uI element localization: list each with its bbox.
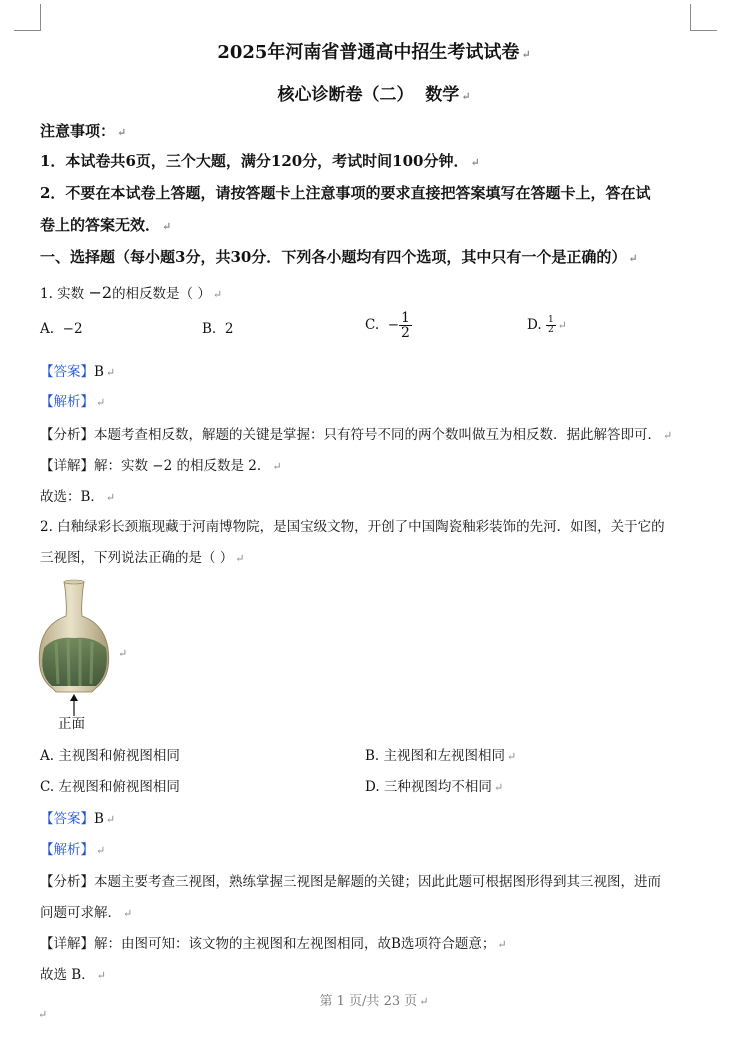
- fraction-one-half: $\frac{1}{2}$: [401, 310, 410, 341]
- vase-figure: [34, 578, 124, 728]
- q1-analysis-tag: 【解析】 ↵: [40, 394, 106, 410]
- end-para-mark: ↵: [38, 1008, 48, 1021]
- q1-option-b: B. 2: [202, 321, 234, 337]
- notice-item-1: 1．本试卷共6页，三个大题，满分120分，考试时间100分钟． ↵: [40, 152, 480, 170]
- q2-option-d: D. 三种视图均不相同 ↵: [365, 779, 504, 795]
- q1-choose: 故选：B． ↵: [40, 489, 116, 505]
- q1-answer: 【答案】B ↵: [40, 364, 116, 380]
- crop-mark-top-left: [14, 4, 41, 31]
- q1-option-c: C. − $\frac{1}{2}$: [365, 310, 410, 341]
- exam-title: 2025年河南省普通高中招生考试试卷 ↵: [217, 42, 531, 63]
- q2-fenxi-line-1: 【分析】本题主要考查三视图，熟练掌握三视图是解题的关键；因此此题可根据图形得到其三视图，进而: [40, 874, 661, 890]
- notice-item-2-line-1: 2．不要在本试卷上答题，请按答题卡上注意事项的要求直接把答案填写在答题卡上，答在试: [40, 184, 651, 202]
- crop-mark-top-right: [690, 4, 717, 31]
- vase-illustration: [34, 578, 124, 728]
- page-footer: 第 1 页/共 23 页 ↵: [319, 994, 429, 1009]
- section-1-heading: 一、选择题（每小题3分，共30分．下列各小题均有四个选项，其中只有一个是正确的） ↵: [40, 248, 638, 266]
- q2-stem-line-1: 2. 白釉绿彩长颈瓶现藏于河南博物院，是国宝级文物，开创了中国陶瓷釉彩装饰的先河．如图，关于它的: [40, 519, 665, 535]
- q2-option-b: B. 主视图和左视图相同 ↵: [365, 748, 517, 764]
- notice-heading: 注意事项： ↵: [40, 122, 127, 140]
- q1-stem: 1. 实数 −2的相反数是（ ） ↵: [40, 283, 223, 302]
- vase-front-label: 正面: [58, 716, 85, 732]
- q2-stem-line-2: 三视图，下列说法正确的是（ ） ↵: [40, 550, 245, 566]
- q2-analysis-tag: 【解析】 ↵: [40, 842, 106, 858]
- exam-subtitle: 核心诊断卷（二） 数学 ↵: [277, 85, 471, 105]
- q2-choose: 故选 B． ↵: [40, 967, 106, 983]
- notice-item-2-line-2: 卷上的答案无效． ↵: [40, 216, 172, 234]
- vase-para-mark: ↵: [118, 647, 128, 660]
- q1-option-a: A. −2: [40, 321, 83, 337]
- q2-detail: 【详解】解：由图可知：该文物的主视图和左视图相同，故B选项符合题意； ↵: [40, 936, 507, 952]
- fraction-one-half-small: $\frac{1}{2}$: [547, 315, 554, 335]
- q1-detail: 【详解】解：实数 −2 的相反数是 2． ↵: [40, 458, 282, 474]
- q1-option-d: D. $\frac{1}{2}$ ↵: [527, 315, 567, 335]
- q2-answer: 【答案】B ↵: [40, 811, 116, 827]
- q2-fenxi-line-2: 问题可求解． ↵: [40, 905, 133, 921]
- q2-option-a: A. 主视图和俯视图相同: [40, 748, 180, 764]
- q2-option-c: C. 左视图和俯视图相同: [40, 779, 180, 795]
- q1-fenxi: 【分析】本题考查相反数，解题的关键是掌握：只有符号不同的两个数叫做互为相反数．据此解答即可． ↵: [40, 427, 673, 443]
